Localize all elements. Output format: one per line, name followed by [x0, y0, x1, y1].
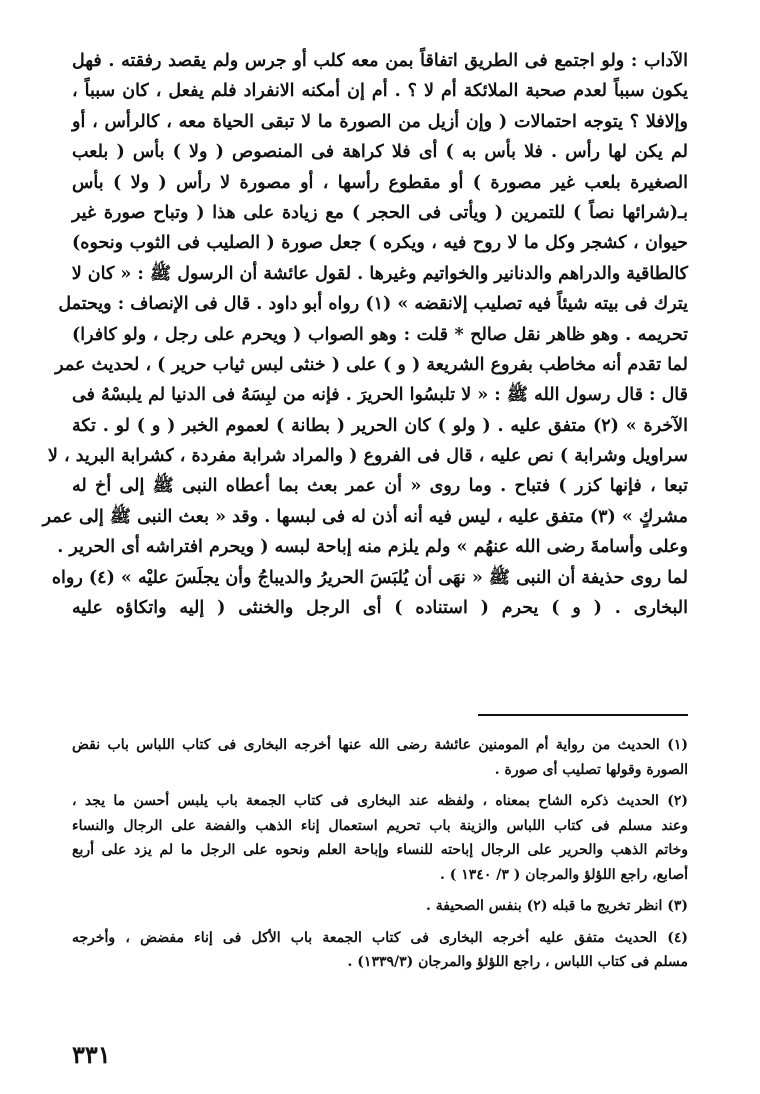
body-line: تبعا ، فإنها كزر ) فتباح . وما روى « أن عمر بعث بما أعطاه النبى ﷺ إلى أخ له [72, 476, 688, 497]
footnote-line: (١) الحديث من رواية أم المومنين عائشة رضى الله عنها أخرجه البخارى فى كتاب اللباس باب نقض [72, 737, 688, 753]
footnote-line: وعند مسلم فى كتاب اللباس والزينة باب تحريم استعمال إناء الذهب والفضة على الرجال والنساء [72, 817, 688, 834]
footnote-line: (٢) الحديث ذكره الشاح بمعناه ، ولفظه عند البخارى فى كتاب الجمعة باب يلبس أحسن ما يجد ، [72, 793, 688, 809]
body-line: بـ(شرائها نصاً ) للتمرين ( ويأتى فى الحجر ) مع زيادة على هذا ( وتباح صورة غير [72, 202, 688, 223]
body-line: الآداب : ولو اجتمع فى الطريق اتفاقاً بمن معه كلب أو جرس ولم يقصد رفقته . فهل [72, 51, 688, 71]
footnote-line: مسلم فى كتاب اللباس ، راجع اللؤلؤ والمرجان (١٣٣٩/٣) . [347, 954, 688, 970]
body-line: لما روى حذيفة أن النبى ﷺ « نهَى أن يُلبَسَ الحريرُ والديباجُ وأن يجلَسَ عليْه » (٤) رواه [51, 567, 688, 588]
footnote [72, 894, 688, 919]
body-line: الصغيرة بلعب غير مصورة ) أو مقطوع رأسها ، أو مصورة لا رأس ( ولا ) بأس [72, 172, 688, 193]
body-line: قال : قال رسول الله ﷺ : « لا تلبسُوا الحريرَ . فإنه من لبِسَهُ فى الدنيا لم يلبسْهُ فى [72, 385, 688, 406]
body-line: وعلى وأسامةَ رضى الله عنهُم » ولم يلزم منه إباحة لبسه ( ويحرم افتراشه أى الحرير . [57, 537, 688, 558]
body-line: الآخرة » (٢) متفق عليه . ( ولو ) كان الحرير ( بطانة ) لعموم الخبر ( و ) لو . تكة [72, 415, 688, 436]
body-line: لما تقدم أنه مخاطب بفروع الشريعة ( و ) على ( خنثى لبس ثياب حرير ) ، لحديث عمر [55, 354, 688, 375]
body-line: حيوان ، كشجر وكل ما لا روح فيه ، ويكره ) جعل صورة ( الصليب فى الثوب ونحوه) [72, 233, 688, 254]
footnote-line: الصورة وقولها تصليب أى صورة . [494, 761, 688, 778]
body-line: سراويل وشرابة ) نص عليه ، قال فى الفروع ( والمراد شرابة مفردة ، كشرابة البريد ، لا [47, 446, 688, 467]
body-line: وإلافلا ؟ يتوجه احتمالات ( وإن أزيل من الصورة ما لا تبقى الحياة معه ، كالرأس ، أو [72, 111, 688, 132]
footnote-line: (٤) الحديث متفق عليه أخرجه البخارى فى كتاب الجمعة باب الأكل فى إناء مفضض ، وأخرجه [72, 929, 688, 946]
body-line: مشركٍ » (٣) متفق عليه ، ليس فيه أنه أذن له فى لبسها . وقد « بعث النبى ﷺ إلى عمر [42, 506, 688, 527]
footnotes-block [72, 733, 688, 982]
footnote [72, 733, 688, 782]
page-number: ٣٣١ [72, 1040, 111, 1069]
main-text-block [42, 46, 688, 623]
body-line: يترك فى بيته شيئاً فيه تصليب إلانقضه » (١) رواه أبو داود . قال فى الإنصاف : ويحتمل [58, 294, 688, 315]
footnote-line: (٣) انظر تخريج ما قبله (٢) بنفس الصحيفة . [425, 898, 688, 914]
footnote [72, 926, 688, 975]
body-line: لم يكن لها رأس . فلا بأس به ) أى فلا كراهة فى المنصوص ( ولا ) بأس ( بلعب [72, 142, 688, 163]
body-line: البخارى . ( و ) يحرم ( استناده ) أى الرجل والخنثى ( إليه واتكاؤه عليه [72, 598, 688, 619]
body-line: يكون سبباً لعدم صحبة الملائكة أم لا ؟ . أم إن أمكنه الانفراد فلم يفعل ، كان سبباً ، [72, 81, 688, 102]
footnote-line: أصابع، راجع اللؤلؤ والمرجان ( ٣/ ١٣٤٠ ) . [440, 866, 688, 883]
body-line: كالطاقية والدراهم والدنانير والخواتيم وغيرها . لقول عائشة أن الرسول ﷺ : « كان لا [71, 263, 688, 284]
footnote-separator [478, 714, 688, 716]
footnote-line: وخاتم الذهب والحرير على الرجال إباحته للنساء وإباحة العلم ونحوه على الرجل ما لم يزد على أربع [72, 842, 688, 858]
body-line: تحريمه . وهو ظاهر نقل صالح * قلت : وهو الصواب ( ويحرم على رجل ، ولو كافرا) [72, 324, 688, 345]
footnote [72, 789, 688, 887]
